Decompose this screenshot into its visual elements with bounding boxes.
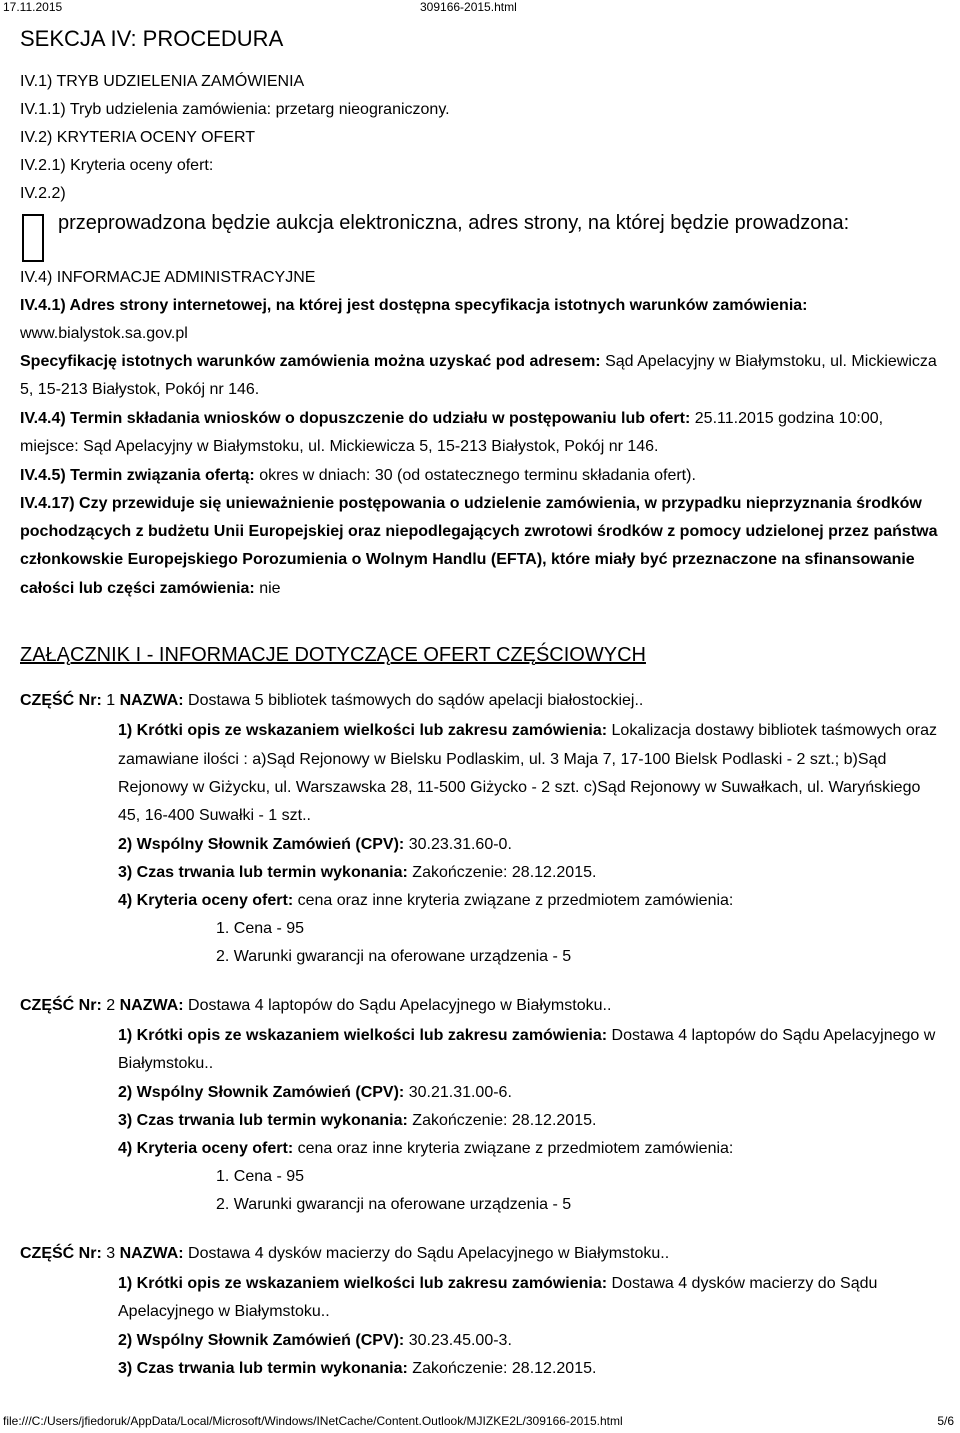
- part-name: Dostawa 5 bibliotek taśmowych do sądów apelacji białostockiej..: [188, 692, 644, 710]
- part-desc: [118, 717, 940, 831]
- annex-title: ZAŁĄCZNIK I - INFORMACJE DOTYCZĄCE OFERT CZĘŚCIOWYCH: [20, 644, 646, 667]
- desc-label: 1) Krótki opis ze wskazaniem wielkości lub zakresu zamówienia:: [118, 1026, 608, 1044]
- time-value: Zakończenie: 28.12.2015.: [412, 863, 597, 881]
- desc-value: Dostawa 4 dysków macierzy do Sądu Apelacyjnego w Białymstoku..: [118, 1274, 878, 1321]
- part-nr: 1: [106, 692, 116, 710]
- part-header: [20, 1240, 940, 1268]
- cpv-label: 2) Wspólny Słownik Zamówień (CPV):: [118, 1331, 405, 1349]
- iv45-label: IV.4.5) Termin związania ofertą:: [20, 466, 255, 484]
- part-time: [118, 1355, 940, 1383]
- part-nr: 3: [106, 1244, 116, 1262]
- spec-label: Specyfikację istotnych warunków zamówienia można uzyskać pod adresem:: [20, 353, 601, 370]
- criteria-label: 4) Kryteria oceny ofert:: [118, 891, 294, 909]
- time-label: 3) Czas trwania lub termin wykonania:: [118, 1359, 408, 1377]
- iv4-heading: IV.4) INFORMACJE ADMINISTRACYJNE: [20, 269, 316, 286]
- part-name-label: NAZWA:: [119, 1244, 184, 1262]
- part-nr: 2: [106, 996, 116, 1014]
- time-label: 3) Czas trwania lub termin wykonania:: [118, 1111, 408, 1129]
- iv2-heading: IV.2) KRYTERIA OCENY OFERT: [20, 129, 256, 146]
- part-name: Dostawa 4 dysków macierzy do Sądu Apelacyjnego w Białymstoku..: [188, 1244, 670, 1262]
- auction-bold: przeprowadzona będzie aukcja elektroniczna,: [58, 212, 463, 234]
- iv11-value: przetarg nieograniczony.: [275, 101, 450, 118]
- iv22-heading: IV.2.2): [20, 185, 66, 202]
- section-title: SEKCJA IV: PROCEDURA: [20, 26, 284, 51]
- time-value: Zakończenie: 28.12.2015.: [412, 1111, 597, 1129]
- part-name-label: NAZWA:: [119, 996, 184, 1014]
- auction-row: [20, 211, 940, 262]
- part-nr-label: CZĘŚĆ Nr:: [20, 996, 102, 1014]
- footer-path: file:///C:/Users/jfiedoruk/AppData/Local/Microsoft/Windows/INetCache/Content.Outlook/MJIZKE2L/309166-2015.html: [3, 1414, 623, 1428]
- iv11-line: [20, 96, 940, 124]
- criteria-item: 1. Cena - 95: [216, 1167, 305, 1185]
- part-desc: [118, 1022, 940, 1079]
- auction-checkbox[interactable]: [22, 214, 44, 262]
- auction-rest: adres strony, na której będzie prowadzona:: [468, 212, 850, 234]
- iv21-heading: IV.2.1) Kryteria oceny ofert:: [20, 157, 214, 174]
- part-name-label: NAZWA:: [119, 692, 184, 710]
- iv44-value: 25.11.2015 godzina 10:00, miejsce: Sąd Apelacyjny w Białymstoku, ul. Mickiewicza 5, 15-213 Białystok, Pokój nr 146.: [20, 409, 884, 456]
- iv417-value: nie: [259, 579, 281, 597]
- header-date: 17.11.2015: [3, 0, 63, 14]
- header-filename: 309166-2015.html: [420, 0, 517, 14]
- part-1: [20, 687, 940, 971]
- part-desc: [118, 1270, 940, 1327]
- part-name: Dostawa 4 laptopów do Sądu Apelacyjnego w Białymstoku..: [188, 996, 612, 1014]
- cpv-value: 30.23.45.00-3.: [408, 1331, 512, 1349]
- time-value: Zakończenie: 28.12.2015.: [412, 1359, 597, 1377]
- auction-text: [58, 211, 849, 235]
- part-criteria: [118, 1135, 940, 1163]
- desc-value: Lokalizacja dostawy bibliotek taśmowych oraz zamawiane ilości : a)Sąd Rejonowy w Bielsku Podlaskim, ul. 3 Maja 7, 17-100 Bielsk Podlaski - 2 szt.; b)Sąd Rejonowy w Giżycku, ul. Warszawska 28, 11-500 Giżycko - 2 szt. c)Sąd Rejonowy w Suwałkach, ul. Waryńskiego 45, 16-400 Suwałki - 1 szt..: [118, 722, 937, 825]
- time-label: 3) Czas trwania lub termin wykonania:: [118, 863, 408, 881]
- document-body: [20, 22, 940, 1404]
- spec-paragraph: [20, 348, 940, 405]
- desc-value: Dostawa 4 laptopów do Sądu Apelacyjnego w Białymstoku..: [118, 1026, 936, 1073]
- iv41-line: [20, 292, 940, 320]
- part-time: [118, 1107, 940, 1135]
- iv41-value[interactable]: www.bialystok.sa.gov.pl: [20, 325, 188, 342]
- iv44-paragraph: [20, 405, 940, 462]
- part-3: [20, 1240, 940, 1383]
- desc-label: 1) Krótki opis ze wskazaniem wielkości lub zakresu zamówienia:: [118, 1274, 608, 1292]
- desc-label: 1) Krótki opis ze wskazaniem wielkości lub zakresu zamówienia:: [118, 722, 608, 740]
- part-2: [20, 992, 940, 1219]
- criteria-value: cena oraz inne kryteria związane z przedmiotem zamówienia:: [297, 891, 734, 909]
- criteria-label: 4) Kryteria oceny ofert:: [118, 1139, 294, 1157]
- iv1-heading: IV.1) TRYB UDZIELENIA ZAMÓWIENIA: [20, 73, 305, 90]
- cpv-value: 30.23.31.60-0.: [408, 835, 512, 853]
- criteria-item: 2. Warunki gwarancji na oferowane urządzenia - 5: [216, 1195, 572, 1213]
- iv45-line: [20, 462, 940, 490]
- part-cpv: [118, 831, 940, 859]
- criteria-item: 2. Warunki gwarancji na oferowane urządzenia - 5: [216, 947, 572, 965]
- cpv-label: 2) Wspólny Słownik Zamówień (CPV):: [118, 835, 405, 853]
- iv45-value: okres w dniach: 30 (od ostatecznego terminu składania ofert).: [259, 466, 696, 484]
- spec-value: Sąd Apelacyjny w Białymstoku, ul. Mickiewicza 5, 15-213 Białystok, Pokój nr 146.: [20, 353, 937, 399]
- cpv-label: 2) Wspólny Słownik Zamówień (CPV):: [118, 1083, 405, 1101]
- iv417-paragraph: [20, 490, 940, 604]
- iv417-label: IV.4.17) Czy przewiduje się unieważnienie postępowania o udzielenie zamówienia, w przypadku nieprzyznania środków pochodzących z budżetu Unii Europejskiej oraz niepodlegających zwrotowi środków z pomocy udzielonej przez państwa członkowskie Europejskiego Porozumienia o Wolnym Handlu (EFTA), które miały być przeznaczone na sfinansowanie całości lub części zamówienia:: [20, 494, 938, 597]
- part-nr-label: CZĘŚĆ Nr:: [20, 692, 102, 710]
- iv44-label: IV.4.4) Termin składania wniosków o dopuszczenie do udziału w postępowaniu lub ofert:: [20, 409, 691, 427]
- part-header: [20, 687, 940, 715]
- part-cpv: [118, 1079, 940, 1107]
- part-cpv: [118, 1327, 940, 1355]
- part-time: [118, 859, 940, 887]
- footer-page-number: 5/6: [937, 1414, 954, 1428]
- part-header: [20, 992, 940, 1020]
- iv11-label: IV.1.1) Tryb udzielenia zamówienia:: [20, 101, 272, 118]
- criteria-value: cena oraz inne kryteria związane z przedmiotem zamówienia:: [297, 1139, 734, 1157]
- part-nr-label: CZĘŚĆ Nr:: [20, 1244, 102, 1262]
- part-criteria: [118, 887, 940, 915]
- criteria-item: 1. Cena - 95: [216, 919, 305, 937]
- iv41-label: IV.4.1) Adres strony internetowej, na której jest dostępna specyfikacja istotnych warunków zamówienia:: [20, 297, 808, 314]
- cpv-value: 30.21.31.00-6.: [408, 1083, 512, 1101]
